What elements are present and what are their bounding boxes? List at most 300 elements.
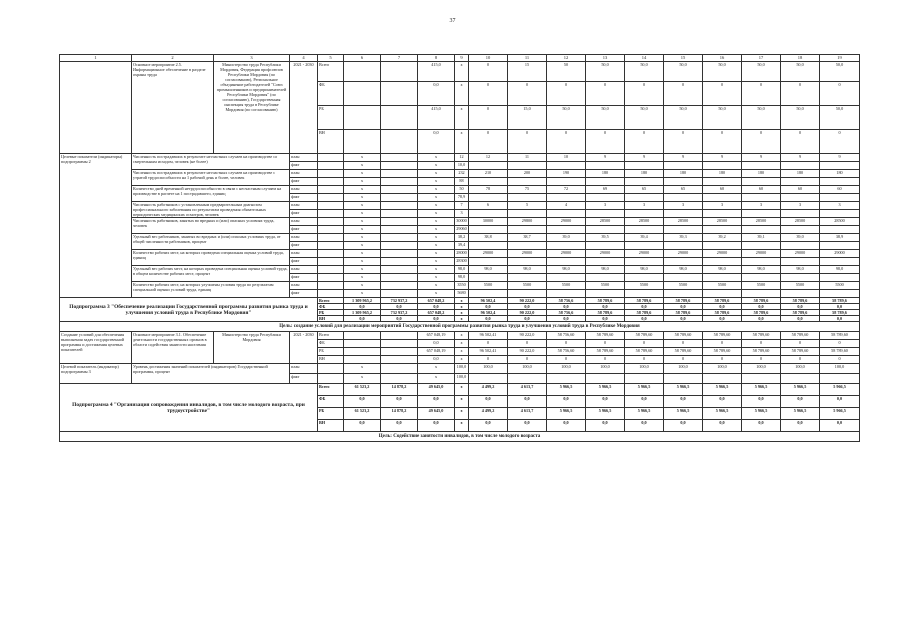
value-cell: 0,0 xyxy=(625,304,664,310)
value-cell: 0,0 xyxy=(781,396,820,408)
value-cell xyxy=(781,162,820,170)
value-cell: 0 xyxy=(781,82,820,106)
value-cell: 0,0 xyxy=(703,420,742,432)
value-cell: 58 789,60 xyxy=(664,332,703,340)
value-cell xyxy=(625,290,664,298)
value-cell: 50,0 xyxy=(625,106,664,130)
value-cell: 98,0 xyxy=(625,266,664,274)
value-cell: 0 xyxy=(508,340,547,348)
value-cell: 100,0 xyxy=(820,364,860,374)
value-cell xyxy=(820,374,860,384)
value-cell xyxy=(547,194,586,202)
empty-cell xyxy=(60,62,132,154)
value-cell: 3 xyxy=(703,202,742,210)
value-cell xyxy=(625,210,664,218)
value-cell: 90 222,0 xyxy=(508,348,547,356)
value-cell: 0 xyxy=(586,82,625,106)
value-cell: 9 xyxy=(781,154,820,162)
value-cell: 58 789,60 xyxy=(586,348,625,356)
value-cell: 98,0 xyxy=(455,274,469,282)
value-cell xyxy=(742,162,781,170)
value-cell: 657 048,19 xyxy=(418,332,455,340)
value-cell: 0 xyxy=(742,340,781,348)
value-cell: 657 048,2 xyxy=(418,310,455,316)
value-cell xyxy=(781,194,820,202)
value-cell: 61 523,2 xyxy=(344,384,381,396)
value-cell: 0,0 xyxy=(703,304,742,310)
value-cell: 0,0 xyxy=(664,396,703,408)
activity-period: 2021 - 2030 xyxy=(290,332,318,364)
value-cell xyxy=(664,194,703,202)
funding-source: ФБ xyxy=(318,396,344,408)
value-cell: 38,7 xyxy=(508,234,547,242)
value-cell xyxy=(820,210,860,218)
value-cell: 12 xyxy=(455,154,469,162)
value-cell: 3 xyxy=(781,202,820,210)
value-cell: 200 xyxy=(508,170,547,178)
value-cell: 29060 xyxy=(455,226,469,234)
value-cell xyxy=(781,290,820,298)
value-cell: х xyxy=(344,364,381,374)
value-cell xyxy=(469,210,508,218)
value-cell: 58 789,6 xyxy=(625,310,664,316)
value-cell xyxy=(508,242,547,250)
value-cell: 3 xyxy=(455,210,469,218)
value-cell: 98,0 xyxy=(508,266,547,274)
indicator-row xyxy=(60,154,860,162)
value-cell xyxy=(742,274,781,282)
value-cell: 100,0 xyxy=(586,364,625,374)
funding-source: ВН xyxy=(318,356,344,364)
plan-fact: план xyxy=(290,218,318,226)
value-cell: 90 222,0 xyxy=(508,310,547,316)
value-cell: 0 xyxy=(703,130,742,154)
value-cell: 15,0 xyxy=(508,106,547,130)
value-cell: 6 xyxy=(469,202,508,210)
value-cell: 4 613,7 xyxy=(508,408,547,420)
value-cell xyxy=(586,178,625,186)
value-cell xyxy=(318,162,344,170)
value-cell: 29000 xyxy=(625,250,664,258)
subprogram-4-title: Подпрограмма 4 "Организация сопровождения инвалидов, в том числе молодого возраста, при трудоустройстве" xyxy=(60,384,318,432)
value-cell: 3550 xyxy=(455,282,469,290)
value-cell: 0,0 xyxy=(469,420,508,432)
value-cell: 5500 xyxy=(820,282,860,290)
value-cell: х xyxy=(455,130,469,154)
value-cell: 0,0 xyxy=(703,396,742,408)
value-cell: 0,0 xyxy=(508,304,547,310)
value-cell xyxy=(664,178,703,186)
value-cell: х xyxy=(418,186,455,194)
value-cell: 30000 xyxy=(469,218,508,226)
value-cell: 180 xyxy=(820,170,860,178)
value-cell: 58 789,60 xyxy=(781,332,820,340)
value-cell xyxy=(586,258,625,266)
value-cell: х xyxy=(418,374,455,384)
value-cell: 7 xyxy=(455,202,469,210)
value-cell xyxy=(703,274,742,282)
value-cell: 0 xyxy=(703,340,742,348)
value-cell xyxy=(703,210,742,218)
value-cell: 58 789,60 xyxy=(586,332,625,340)
value-cell: 90 222,0 xyxy=(508,332,547,340)
value-cell xyxy=(381,194,418,202)
value-cell xyxy=(703,162,742,170)
value-cell: 5 xyxy=(508,202,547,210)
value-cell xyxy=(820,226,860,234)
value-cell: 14 878,2 xyxy=(381,408,418,420)
value-cell: 5 966,5 xyxy=(820,384,860,396)
value-cell xyxy=(381,242,418,250)
funding-source: ФБ xyxy=(318,304,344,310)
value-cell xyxy=(820,162,860,170)
value-cell xyxy=(664,226,703,234)
value-cell: 98,0 xyxy=(547,266,586,274)
value-cell: 0,0 xyxy=(344,396,381,408)
plan-fact: план xyxy=(290,364,318,374)
value-cell: 0,0 xyxy=(781,420,820,432)
value-cell xyxy=(625,162,664,170)
value-cell: 0,0 xyxy=(586,316,625,322)
value-cell: 98,0 xyxy=(455,266,469,274)
value-cell xyxy=(625,242,664,250)
value-cell: 9 xyxy=(586,154,625,162)
value-cell: 0,0 xyxy=(586,420,625,432)
value-cell xyxy=(547,226,586,234)
value-cell xyxy=(664,242,703,250)
value-cell: 180 xyxy=(703,170,742,178)
value-cell xyxy=(820,258,860,266)
value-cell xyxy=(664,290,703,298)
value-cell: х xyxy=(344,242,381,250)
indicators-label: Целевой показатель (индикатор) подпрограммы 3 xyxy=(60,364,132,384)
value-cell xyxy=(625,178,664,186)
value-cell: х xyxy=(455,304,469,310)
value-cell: 0,0 xyxy=(625,316,664,322)
value-cell: 29000 xyxy=(703,250,742,258)
value-cell xyxy=(742,226,781,234)
value-cell: 0 xyxy=(664,130,703,154)
column-numbers-row xyxy=(60,55,860,62)
value-cell xyxy=(318,154,344,162)
column-number: 16 xyxy=(703,55,742,62)
value-cell: 29000 xyxy=(742,250,781,258)
plan-fact: план xyxy=(290,186,318,194)
value-cell: 5 966,5 xyxy=(586,408,625,420)
value-cell: 0 xyxy=(586,356,625,364)
column-number: 18 xyxy=(781,55,820,62)
value-cell: 29800 xyxy=(508,218,547,226)
value-cell xyxy=(381,82,418,106)
value-cell: 0,0 xyxy=(781,316,820,322)
value-cell: х xyxy=(344,170,381,178)
column-number: 11 xyxy=(508,55,547,62)
value-cell: 3 xyxy=(664,202,703,210)
value-cell: 58 756,60 xyxy=(547,332,586,340)
value-cell: 58 789,6 xyxy=(664,298,703,304)
value-cell: 5 966,5 xyxy=(625,384,664,396)
value-cell: 0,0 xyxy=(820,420,860,432)
value-cell: х xyxy=(418,162,455,170)
value-cell: 69 xyxy=(586,186,625,194)
value-cell: 4 499,2 xyxy=(469,384,508,396)
value-cell: 58 789,6 xyxy=(586,298,625,304)
value-cell: 28500 xyxy=(781,218,820,226)
value-cell: 49 645,0 xyxy=(418,384,455,396)
value-cell: 39,0 xyxy=(547,234,586,242)
indicators-label: Целевые показатели (индикаторы) подпрограммы 2 xyxy=(60,154,132,298)
column-number: 7 xyxy=(381,55,418,62)
plan-fact: факт xyxy=(290,242,318,250)
value-cell xyxy=(703,194,742,202)
value-cell: 98,0 xyxy=(820,266,860,274)
value-cell: 50 xyxy=(455,186,469,194)
value-cell xyxy=(469,194,508,202)
value-cell: 29000 xyxy=(469,250,508,258)
value-cell: 5500 xyxy=(781,282,820,290)
value-cell: 96 502,4 xyxy=(469,298,508,304)
value-cell: 98,0 xyxy=(781,266,820,274)
value-cell: х xyxy=(418,266,455,274)
value-cell: 50,0 xyxy=(742,62,781,82)
value-cell: 5500 xyxy=(625,282,664,290)
value-cell xyxy=(664,274,703,282)
value-cell: 39,1 xyxy=(742,234,781,242)
value-cell: 0 xyxy=(820,82,860,106)
value-cell: 0,0 xyxy=(742,396,781,408)
value-cell: 5 966,5 xyxy=(703,384,742,396)
value-cell: 0,0 xyxy=(418,420,455,432)
value-cell: 0,0 xyxy=(508,316,547,322)
value-cell: 0 xyxy=(469,340,508,348)
value-cell: х xyxy=(455,356,469,364)
value-cell: 58 756,6 xyxy=(547,298,586,304)
value-cell xyxy=(586,274,625,282)
program-table xyxy=(59,54,860,442)
value-cell: 100,0 xyxy=(455,374,469,384)
value-cell: 0 xyxy=(781,130,820,154)
value-cell xyxy=(625,258,664,266)
value-cell: 0,0 xyxy=(418,316,455,322)
value-cell xyxy=(742,242,781,250)
value-cell: х xyxy=(418,234,455,242)
indicator-name: Численность работников с установленным предварительным диагнозом профессионального заболевания по результатам проведения обязательных периодических медицинских осмотров, человек xyxy=(132,202,290,218)
value-cell xyxy=(664,258,703,266)
value-cell: 0,0 xyxy=(742,316,781,322)
value-cell: 100,0 xyxy=(742,364,781,374)
indicator-name: Количество рабочих мест, на которых улучшены условия труда по результатам специальной оценки условий труда, единиц xyxy=(132,282,290,298)
value-cell: 100,0 xyxy=(508,364,547,374)
value-cell xyxy=(381,210,418,218)
value-cell xyxy=(703,374,742,384)
funding-source: РБ xyxy=(318,106,344,130)
value-cell: 0 xyxy=(625,82,664,106)
value-cell: 65 xyxy=(664,186,703,194)
indicator-row xyxy=(60,218,860,226)
activity-title: Основное мероприятие 2.5. Информационное обеспечение в разделе охраны труда xyxy=(132,62,214,154)
value-cell xyxy=(625,274,664,282)
value-cell xyxy=(318,290,344,298)
value-cell: 11 xyxy=(508,154,547,162)
value-cell: 50,0 xyxy=(547,106,586,130)
value-cell xyxy=(547,374,586,384)
value-cell: 15 xyxy=(508,62,547,82)
value-cell: х xyxy=(418,154,455,162)
value-cell xyxy=(381,178,418,186)
funding-source: ВН xyxy=(318,420,344,432)
value-cell xyxy=(344,82,381,106)
value-cell: 5 966,5 xyxy=(820,408,860,420)
value-cell: 75 xyxy=(508,186,547,194)
value-cell: 0,0 xyxy=(381,396,418,408)
value-cell: 28300 xyxy=(455,258,469,266)
value-cell: 50,0 xyxy=(703,106,742,130)
value-cell xyxy=(318,234,344,242)
value-cell xyxy=(344,106,381,130)
value-cell xyxy=(381,106,418,130)
value-cell xyxy=(381,154,418,162)
value-cell: 9 xyxy=(625,154,664,162)
value-cell: 0,0 xyxy=(547,420,586,432)
value-cell xyxy=(381,290,418,298)
value-cell xyxy=(742,374,781,384)
column-number: 15 xyxy=(664,55,703,62)
value-cell: х xyxy=(455,340,469,348)
column-number: 10 xyxy=(469,55,508,62)
indicator-name: Численность работников, занятых во вредных и (или) опасных условиях труда, человек xyxy=(132,218,290,234)
value-cell: х xyxy=(455,310,469,316)
value-cell xyxy=(318,202,344,210)
value-cell xyxy=(318,210,344,218)
value-cell: 39,0 xyxy=(781,234,820,242)
value-cell xyxy=(469,226,508,234)
task-text: Создание условий для обеспечения выполнения задач государственной программы и достижения целевых показателей xyxy=(60,332,132,364)
value-cell xyxy=(547,290,586,298)
value-cell: 58 789,60 xyxy=(625,332,664,340)
value-cell: 3 xyxy=(625,202,664,210)
value-cell: 58 789,6 xyxy=(781,310,820,316)
value-cell: 180 xyxy=(586,170,625,178)
value-cell: х xyxy=(344,178,381,186)
value-cell: 58 756,60 xyxy=(547,348,586,356)
value-cell: 29000 xyxy=(547,218,586,226)
value-cell xyxy=(381,202,418,210)
value-cell: х xyxy=(344,258,381,266)
value-cell xyxy=(547,178,586,186)
value-cell: 0 xyxy=(547,130,586,154)
value-cell xyxy=(625,374,664,384)
value-cell: 3 xyxy=(586,202,625,210)
value-cell xyxy=(381,356,418,364)
value-cell xyxy=(344,340,381,348)
value-cell xyxy=(508,290,547,298)
value-cell: 0,0 xyxy=(469,316,508,322)
plan-fact: факт xyxy=(290,290,318,298)
plan-fact: факт xyxy=(290,274,318,282)
value-cell: х xyxy=(455,332,469,340)
value-cell: 50,0 xyxy=(703,62,742,82)
value-cell xyxy=(781,210,820,218)
value-cell: 0 xyxy=(547,356,586,364)
value-cell: 98,0 xyxy=(586,266,625,274)
indicator-name: Количество рабочих мест, на которых проведена специальная оценка условий труда, единиц xyxy=(132,250,290,266)
value-cell: 180 xyxy=(781,170,820,178)
value-cell: 0 xyxy=(820,340,860,348)
value-cell: 0 xyxy=(586,130,625,154)
value-cell: 28500 xyxy=(586,218,625,226)
value-cell: 58 789,60 xyxy=(820,332,860,340)
column-number: 4 xyxy=(290,55,318,62)
value-cell xyxy=(381,374,418,384)
value-cell: 28000 xyxy=(455,250,469,258)
value-cell: 5500 xyxy=(586,282,625,290)
value-cell: 0,0 xyxy=(586,396,625,408)
value-cell: 0,0 xyxy=(586,304,625,310)
value-cell: 29000 xyxy=(781,250,820,258)
value-cell xyxy=(508,162,547,170)
value-cell xyxy=(344,348,381,356)
value-cell: 10 xyxy=(547,154,586,162)
value-cell: х xyxy=(344,250,381,258)
value-cell: 58 789,6 xyxy=(820,298,860,304)
plan-fact: план xyxy=(290,170,318,178)
value-cell: 58 789,60 xyxy=(703,348,742,356)
value-cell: х xyxy=(418,274,455,282)
value-cell xyxy=(318,178,344,186)
value-cell: 0,0 xyxy=(742,420,781,432)
value-cell xyxy=(318,226,344,234)
value-cell xyxy=(381,186,418,194)
value-cell: 0,0 xyxy=(664,420,703,432)
column-number: 17 xyxy=(742,55,781,62)
value-cell: 78 xyxy=(469,186,508,194)
value-cell: 5 966,5 xyxy=(742,408,781,420)
value-cell xyxy=(703,258,742,266)
value-cell xyxy=(318,282,344,290)
value-cell: 14 878,2 xyxy=(381,384,418,396)
page-number: 37 xyxy=(449,18,456,24)
funding-source: ВН xyxy=(318,316,344,322)
value-cell xyxy=(469,242,508,250)
value-cell: 0 xyxy=(469,106,508,130)
value-cell: х xyxy=(455,106,469,130)
value-cell: 0 xyxy=(586,340,625,348)
value-cell: 4 xyxy=(547,202,586,210)
value-cell: 0,0 xyxy=(664,304,703,310)
value-cell: 0 xyxy=(469,62,508,82)
value-cell xyxy=(344,130,381,154)
value-cell: 58 789,60 xyxy=(703,332,742,340)
value-cell: 0,0 xyxy=(547,396,586,408)
value-cell xyxy=(820,274,860,282)
value-cell: 0 xyxy=(625,130,664,154)
value-cell: 0 xyxy=(742,82,781,106)
value-cell: 98,0 xyxy=(664,266,703,274)
value-cell: 39,2 xyxy=(703,234,742,242)
value-cell: х xyxy=(344,374,381,384)
value-cell: 0,0 xyxy=(418,82,455,106)
column-number: 19 xyxy=(820,55,860,62)
value-cell: 28500 xyxy=(820,218,860,226)
value-cell xyxy=(469,258,508,266)
value-cell xyxy=(664,162,703,170)
value-cell xyxy=(469,178,508,186)
value-cell: х xyxy=(455,82,469,106)
goal-text: Цель: Содействие занятости инвалидов, в том числе молодого возраста xyxy=(60,432,860,442)
value-cell: 98,0 xyxy=(742,266,781,274)
plan-fact: факт xyxy=(290,162,318,170)
value-cell: 0,0 xyxy=(625,420,664,432)
